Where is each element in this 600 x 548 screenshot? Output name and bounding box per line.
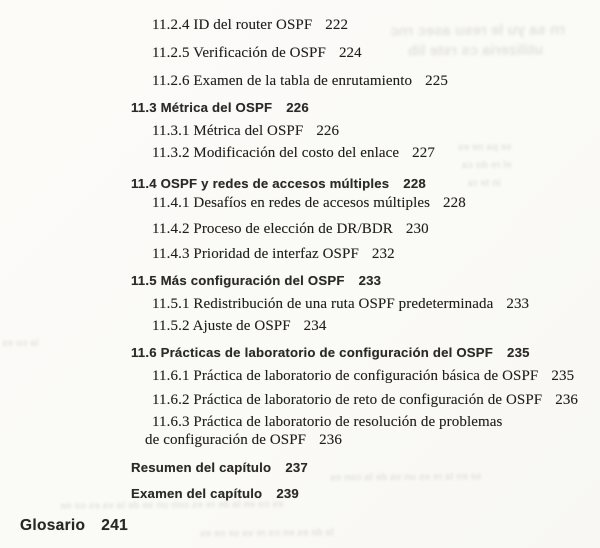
toc-entry: [152, 368, 574, 385]
toc-entry: [152, 195, 466, 212]
toc-entry: [131, 273, 381, 288]
toc-entry: [152, 221, 429, 238]
toc-entry: [131, 345, 530, 360]
toc-entry-label: 11.4 OSPF y redes de accesos múltiples: [131, 176, 390, 191]
toc-entry-page-number: 222: [325, 17, 349, 33]
ghost-bleed-text-line: in te ra: [467, 177, 501, 190]
toc-entry: [152, 392, 578, 409]
ghost-bleed-text-line: se en la re es un va de la con es: [329, 471, 482, 484]
toc-entry-label-continuation: de configuración de OSPF: [145, 432, 307, 448]
toc-entry-page-number: 241: [101, 517, 129, 534]
toc-entry-label: 11.6.2 Práctica de laboratorio de reto de configuración de OSPF: [152, 392, 543, 408]
toc-entry-page-number: 227: [412, 145, 435, 161]
toc-entry-label: Resumen del capítulo: [131, 460, 272, 475]
toc-entry: [131, 100, 309, 115]
toc-entry-page-number: 235: [507, 345, 530, 360]
toc-entry-page-number: 228: [443, 195, 466, 211]
toc-entry: [152, 73, 448, 90]
toc-entry-page-number: 236: [555, 392, 579, 408]
toc-entry-label: Examen del capítulo: [131, 486, 263, 501]
toc-entry-label: 11.2.6 Examen de la tabla de enrutamiento: [152, 73, 413, 89]
toc-entry-label: 11.4.3 Prioridad de interfaz OSPF: [152, 246, 359, 262]
toc-entry: [152, 296, 529, 313]
toc-entry-label: 11.3.2 Modificación del costo del enlace: [152, 145, 400, 161]
toc-entry-page-number: 233: [358, 273, 382, 288]
toc-entry: [152, 45, 362, 62]
toc-entry-label: 11.4.2 Proceso de elección de DR/BDR: [152, 221, 393, 237]
toc-entry-page-number: 237: [285, 460, 308, 475]
ghost-bleed-text-line: la de es en co re va se ne es: [199, 527, 335, 540]
ghost-bleed-text-line: es co en la de re es con un se de la va es co ne: [59, 499, 284, 512]
toc-entry-label: 11.6.1 Práctica de laboratorio de configuración básica de OSPF: [152, 368, 539, 384]
toc-entry-label: 11.3 Métrica del OSPF: [131, 100, 273, 115]
toc-entry-label: 11.5 Más configuración del OSPF: [131, 273, 345, 288]
toc-entry-label: 11.2.5 Verificación de OSPF: [152, 45, 326, 61]
toc-entry: [131, 176, 426, 191]
toc-entry: [131, 460, 308, 475]
toc-entry-page-number: 228: [403, 176, 426, 191]
ghost-bleed-text-line: se pa ne es: [457, 141, 512, 154]
toc-entry-label: 11.2.4 ID del router OSPF: [152, 17, 313, 33]
toc-entry-page-number: 236: [319, 432, 342, 448]
toc-entry-label: 11.5.2 Ajuste de OSPF: [152, 318, 291, 334]
toc-entry: [152, 145, 435, 162]
toc-entry: [152, 246, 395, 263]
toc-entry: [152, 318, 326, 335]
toc-entry-label: Glosario: [20, 517, 86, 534]
toc-entry-page-number: 224: [338, 45, 362, 61]
toc-entry-page-number: 226: [316, 123, 340, 139]
toc-entry: [152, 17, 348, 34]
toc-entry-page-number: 232: [371, 246, 395, 262]
toc-entry-label: 11.5.1 Redistribución de una ruta OSPF predeterminada: [152, 296, 494, 312]
toc-entry: [145, 413, 503, 449]
ghost-bleed-text-line: rn sa yu le resu asec rnc: [389, 21, 566, 40]
ghost-bleed-text-line: utilizeria cs rste lib: [407, 41, 544, 60]
ghost-bleed-text-line: el re do ca: [461, 159, 512, 172]
toc-entry-page-number: 233: [506, 296, 530, 312]
toc-entry-page-number: 235: [551, 368, 575, 384]
toc-entry-page-number: 226: [286, 100, 309, 115]
toc-entry-page-number: 234: [303, 318, 327, 334]
toc-entry-label: 11.6.3 Práctica de laboratorio de resolución de problemas: [152, 414, 503, 430]
ghost-bleed-text-line: la co es: [1, 337, 39, 350]
toc-entry: [131, 486, 299, 501]
toc-entry-label: 11.4.1 Desafíos en redes de accesos múltiples: [152, 195, 431, 211]
toc-entry-page-number: 225: [425, 73, 448, 89]
toc-entry-page-number: 230: [405, 221, 429, 237]
toc-entry-label: 11.3.1 Métrica del OSPF: [152, 123, 304, 139]
toc-entry: [152, 123, 339, 140]
toc-entry-page-number: 239: [276, 486, 299, 501]
toc-entry-label: 11.6 Prácticas de laboratorio de configuración del OSPF: [131, 345, 494, 360]
toc-entry: [20, 517, 128, 535]
